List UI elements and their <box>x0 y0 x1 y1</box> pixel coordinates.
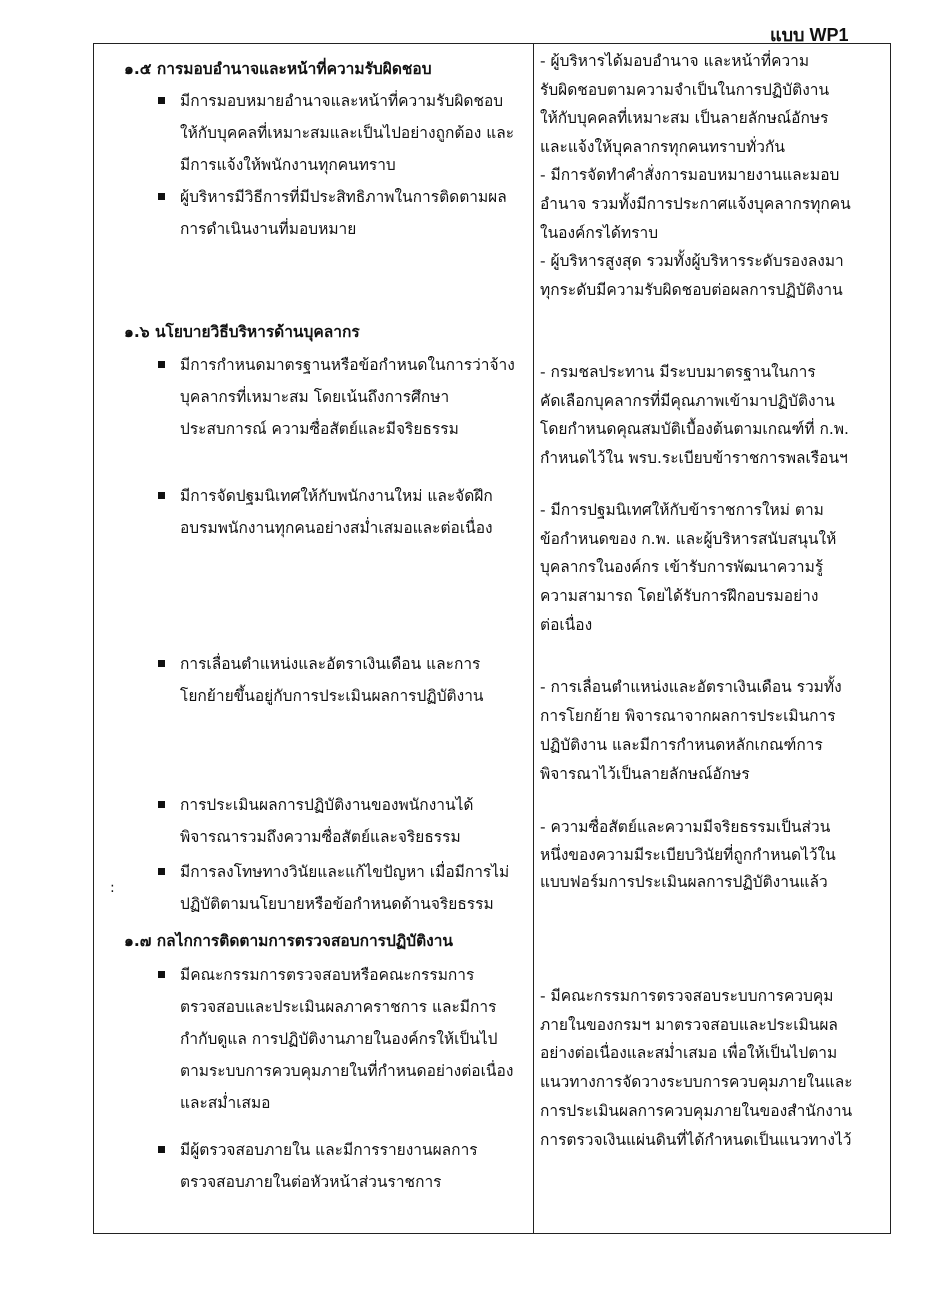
bullet-1-7-b-line: มีผู้ตรวจสอบภายใน และมีการรายงานผลการ <box>180 1141 478 1159</box>
right-text-1-5-line: - ผู้บริหารได้มอบอำนาจ และหน้าที่ความ <box>540 52 810 70</box>
section-heading-1-6: ๑.๖ นโยบายวิธีบริหารด้านบุคลากร <box>124 323 360 341</box>
right-text-1-6-c-line: พิจารณาไว้เป็นลายลักษณ์อักษร <box>540 765 750 783</box>
bullet-1-6-b-line: อบรมพนักงานทุกคนอย่างสม่ำเสมอและต่อเนื่อง <box>180 519 493 537</box>
bullet-1-6-a-line: ประสบการณ์ ความซื่อสัตย์และมีจริยธรรม <box>180 420 459 438</box>
right-text-1-7-line: ภายในของกรมฯ มาตรวจสอบและประเมินผล <box>540 1015 838 1034</box>
right-text-1-6-c-line: - การเลื่อนตำแหน่งและอัตราเงินเดือน รวมทั้ง <box>540 678 842 696</box>
bullet-1-7-a-line: ตามระบบการควบคุมภายในที่กำหนดอย่างต่อเนื่อง <box>180 1062 514 1080</box>
right-text-1-6-a-line: โดยกำหนดคุณสมบัติเบื้องต้นตามเกณฑ์ที่ ก.พ. <box>540 420 849 438</box>
bullet-1-5-a-line: มีการมอบหมายอำนาจและหน้าที่ความรับผิดชอบ <box>180 92 504 110</box>
bullet-1-6-e-line: มีการลงโทษทางวินัยและแก้ไขปัญหา เมื่อมีการไม่ <box>180 863 510 881</box>
bullet-1-6-b-line: มีการจัดปฐมนิเทศให้กับพนักงานใหม่ และจัดฝึก <box>180 487 493 505</box>
bullet-marker <box>158 971 165 978</box>
bullet-1-6-d-line: การประเมินผลการปฏิบัติงานของพนักงานได้ <box>180 796 474 814</box>
section-heading-1-5: ๑.๕ การมอบอำนาจและหน้าที่ความรับผิดชอบ <box>124 60 432 78</box>
right-text-1-5-line: ทุกระดับมีความรับผิดชอบต่อผลการปฏิบัติงาน <box>540 280 843 299</box>
right-text-1-6-d-line: แบบฟอร์มการประเมินผลการปฏิบัติงานแล้ว <box>540 873 828 891</box>
bullet-1-6-a-line: มีการกำหนดมาตรฐานหรือข้อกำหนดในการว่าจ้าง <box>180 356 515 374</box>
right-text-1-7-line: แนวทางการจัดวางระบบการควบคุมภายในและ <box>540 1073 853 1092</box>
right-text-1-5-line: รับผิดชอบตามความจำเป็นในการปฏิบัติงาน <box>540 80 830 99</box>
right-text-1-6-b-line: ต่อเนื่อง <box>540 615 593 634</box>
right-text-1-5-line: ในองค์กรได้ทราบ <box>540 223 659 242</box>
bullet-1-7-a-line: ตรวจสอบและประเมินผลภาคราชการ และมีการ <box>180 998 497 1016</box>
bullet-1-7-a-line: มีคณะกรรมการตรวจสอบหรือคณะกรรมการ <box>180 966 475 984</box>
section-heading-1-7: ๑.๗ กลไกการติดตามการตรวจสอบการปฏิบัติงาน <box>124 932 454 950</box>
bullet-1-5-a-line: ให้กับบุคคลที่เหมาะสมและเป็นไปอย่างถูกต้อง และ <box>180 124 515 142</box>
right-text-1-7-line: อย่างต่อเนื่องและสม่ำเสมอ เพื่อให้เป็นไปตาม <box>540 1044 838 1063</box>
right-text-1-7-line: การตรวจเงินแผ่นดินที่ได้กำหนดเป็นแนวทางไว้ <box>540 1130 852 1149</box>
bullet-1-6-c-line: โยกย้ายขึ้นอยู่กับการประเมินผลการปฏิบัติงาน <box>180 687 484 705</box>
bullet-1-7-a-line: กำกับดูแล การปฏิบัติงานภายในองค์กรให้เป็นไป <box>180 1030 498 1048</box>
right-text-1-5-line: - มีการจัดทำคำสั่งการมอบหมายงานและมอบ <box>540 166 840 185</box>
right-text-1-7-line: - มีคณะกรรมการตรวจสอบระบบการควบคุม <box>540 987 834 1005</box>
right-text-1-6-a-line: คัดเลือกบุคลากรที่มีคุณภาพเข้ามาปฏิบัติงาน <box>540 391 835 410</box>
right-text-1-5-line: อำนาจ รวมทั้งมีการประกาศแจ้งบุคลากรทุกคน <box>540 195 851 213</box>
bullet-1-6-d-line: พิจารณารวมถึงความซื่อสัตย์และจริยธรรม <box>180 828 461 846</box>
right-text-1-6-b-line: ความสามารถ โดยได้รับการฝึกอบรมอย่าง <box>540 587 819 606</box>
stray-mark: : <box>110 880 115 896</box>
right-text-1-6-b-line: - มีการปฐมนิเทศให้กับข้าราชการใหม่ ตาม <box>540 501 824 519</box>
right-text-1-7-line: การประเมินผลการควบคุมภายในของสำนักงาน <box>540 1101 853 1120</box>
bullet-marker <box>158 97 165 104</box>
right-text-1-6-b-line: ข้อกำหนดของ ก.พ. และผู้บริหารสนับสนุนให้ <box>540 529 837 548</box>
right-text-1-5-line: - ผู้บริหารสูงสุด รวมทั้งผู้บริหารระดับรองลงมา <box>540 252 844 271</box>
right-text-1-6-c-line: การโยกย้าย พิจารณาจากผลการประเมินการ <box>540 707 836 725</box>
bullet-1-6-c-line: การเลื่อนตำแหน่งและอัตราเงินเดือน และการ <box>180 655 481 673</box>
bullet-marker <box>158 801 165 808</box>
form-code: แบบ WP1 <box>770 25 849 45</box>
bullet-marker <box>158 492 165 499</box>
right-text-1-6-c-line: ปฏิบัติงาน และมีการกำหนดหลักเกณฑ์การ <box>540 736 823 754</box>
bullet-1-7-a-line: และสม่ำเสมอ <box>180 1094 271 1112</box>
bullet-1-6-a-line: บุคลากรที่เหมาะสม โดยเน้นถึงการศึกษา <box>180 388 450 406</box>
right-text-1-6-d-line: - ความซื่อสัตย์และความมีจริยธรรมเป็นส่วน <box>540 818 831 836</box>
right-text-1-5-line: ให้กับบุคคลที่เหมาะสม เป็นลายลักษณ์อักษร <box>540 109 829 128</box>
bullet-marker <box>158 1146 165 1153</box>
bullet-1-5-b-line: ผู้บริหารมีวิธีการที่มีประสิทธิภาพในการติดตามผล <box>180 188 507 206</box>
bullet-1-5-b-line: การดำเนินงานที่มอบหมาย <box>180 220 357 238</box>
bullet-marker <box>158 868 165 875</box>
right-text-1-6-a-line: กำหนดไว้ใน พรบ.ระเบียบข้าราชการพลเรือนฯ <box>540 448 848 467</box>
right-text-1-6-d-line: หนึ่งของความมีระเบียบวินัยที่ถูกกำหนดไว้ใน <box>540 845 836 864</box>
bullet-marker <box>158 660 165 667</box>
column-divider <box>533 43 534 1234</box>
right-text-1-6-a-line: - กรมชลประทาน มีระบบมาตรฐานในการ <box>540 363 816 381</box>
bullet-1-7-b-line: ตรวจสอบภายในต่อหัวหน้าส่วนราชการ <box>180 1173 442 1191</box>
right-text-1-6-b-line: บุคลากรในองค์กร เข้ารับการพัฒนาความรู้ <box>540 558 824 577</box>
right-text-1-5-line: และแจ้งให้บุคลากรทุกคนทราบทั่วกัน <box>540 137 785 156</box>
bullet-1-6-e-line: ปฏิบัติตามนโยบายหรือข้อกำหนดด้านจริยธรรม <box>180 895 494 913</box>
bullet-1-5-a-line: มีการแจ้งให้พนักงานทุกคนทราบ <box>180 156 396 174</box>
bullet-marker <box>158 361 165 368</box>
bullet-marker <box>158 193 165 200</box>
